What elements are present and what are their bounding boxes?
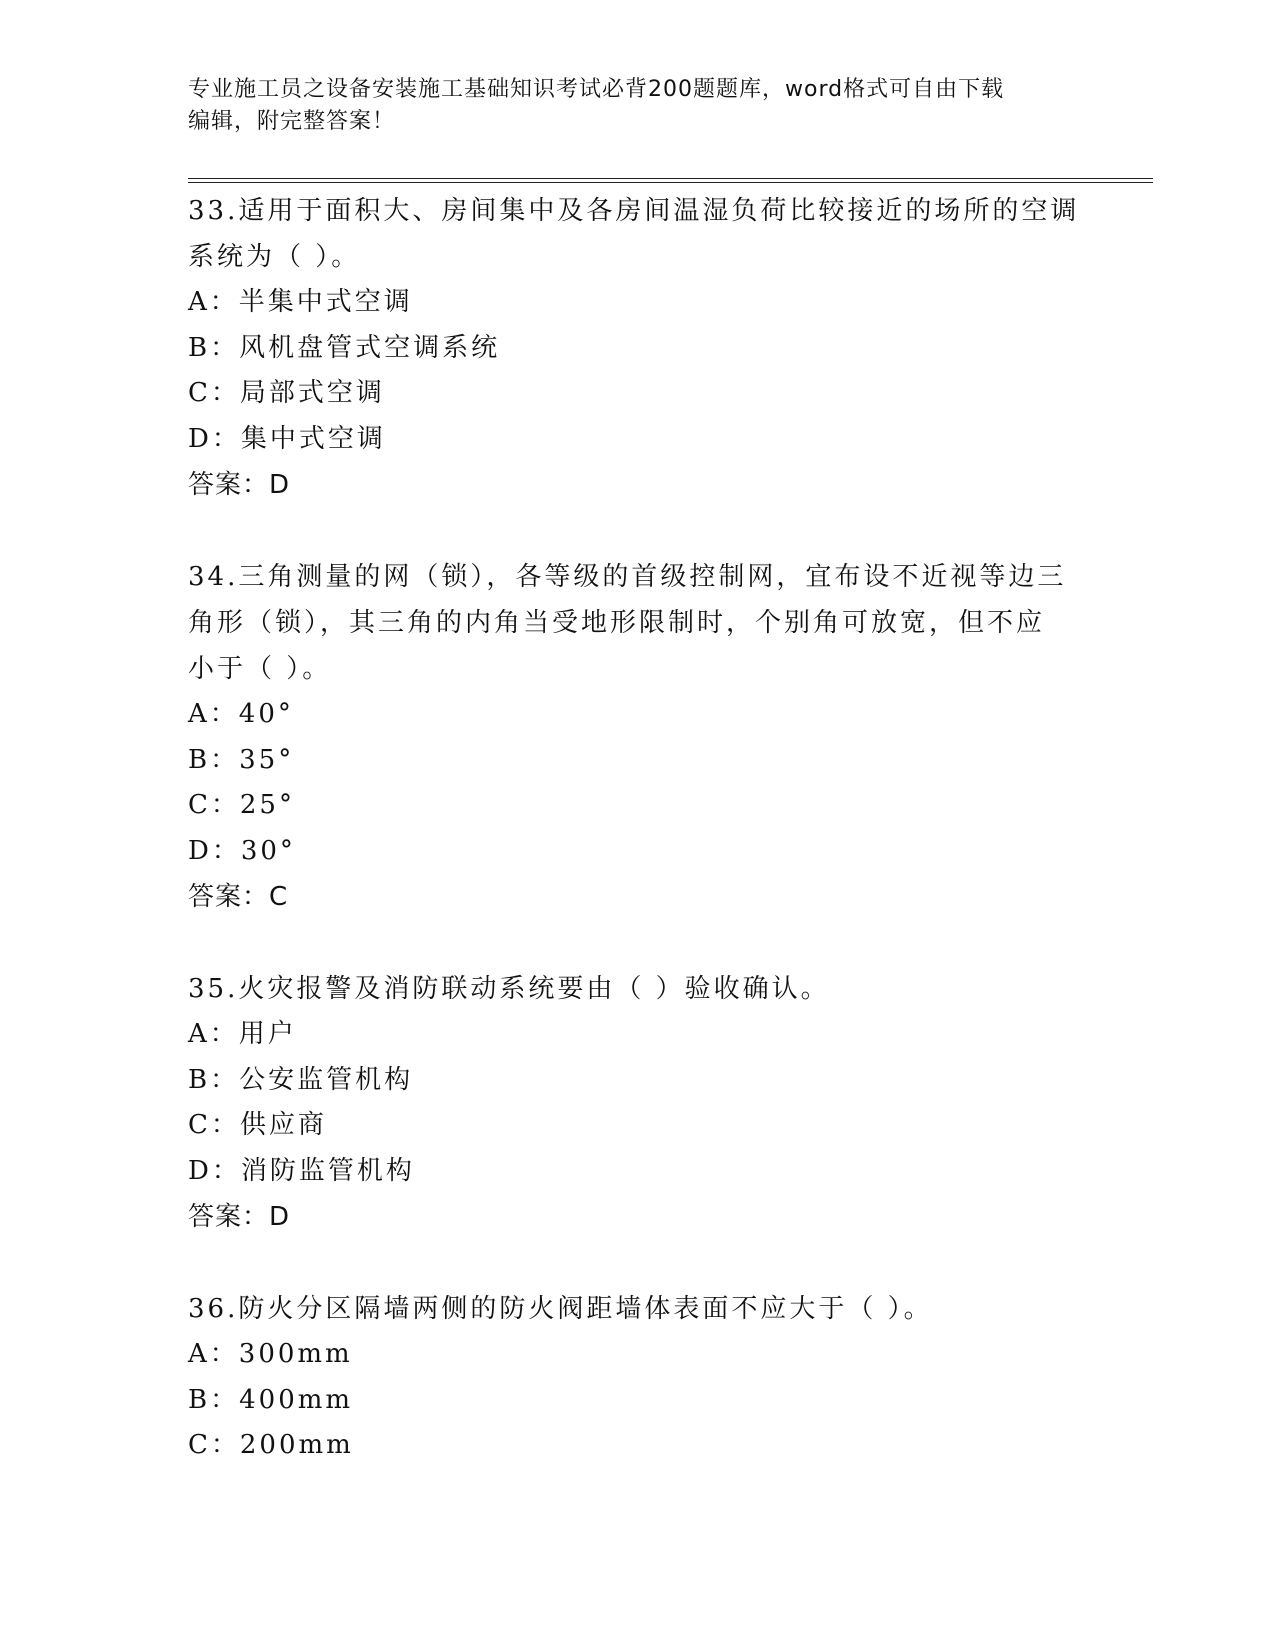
header-line-2: 编辑，附完整答案！ [188, 109, 396, 134]
answer-option: D：集中式空调 [188, 423, 386, 454]
answer-option: D：消防监管机构 [188, 1155, 415, 1186]
answer-option: A：半集中式空调 [188, 287, 413, 317]
question-stem-line: 系统为（ ）。 [188, 242, 361, 272]
question-stem-line: 35.火灾报警及消防联动系统要由（ ）验收确认。 [188, 974, 830, 1004]
correct-answer: 答案：D [188, 470, 291, 500]
answer-option: C：供应商 [188, 1110, 327, 1140]
answer-option: C：局部式空调 [188, 378, 385, 408]
answer-option: B：400mm [188, 1384, 354, 1415]
answer-option: A：300mm [188, 1339, 353, 1369]
header-line-1: 专业施工员之设备安装施工基础知识考试必背200题题库，word格式可自由下载 [188, 77, 1005, 102]
answer-option: A：40° [188, 699, 294, 729]
answer-option: C：200mm [188, 1430, 354, 1460]
question-block [188, 188, 1088, 508]
answer-option: D：30° [188, 835, 296, 866]
answer-option: B：风机盘管式空调系统 [188, 332, 501, 363]
question-block [188, 554, 1088, 920]
answer-option: C：25° [188, 790, 295, 820]
question-stem-line: 33.适用于面积大、房间集中及各房间温湿负荷比较接近的场所的空调 [188, 196, 1080, 226]
question-stem-line: 小于（ ）。 [188, 654, 332, 684]
correct-answer: 答案：C [188, 882, 289, 912]
answer-option: A：用户 [188, 1019, 297, 1049]
question-block [188, 966, 1088, 1240]
answer-option: B：35° [188, 744, 295, 775]
header-divider [188, 178, 1153, 183]
question-stem-line: 角形（锁），其三角的内角当受地形限制时，个别角可放宽，但不应 [188, 608, 1046, 638]
question-list [188, 188, 1088, 1515]
question-stem-line: 36.防火分区隔墙两侧的防火阀距墙体表面不应大于（ ）。 [188, 1294, 933, 1324]
answer-option: B：公安监管机构 [188, 1064, 414, 1095]
document-header [188, 74, 1088, 138]
question-stem-line: 34.三角测量的网（锁），各等级的首级控制网，宜布设不近视等边三 [188, 562, 1067, 592]
question-block [188, 1286, 1088, 1469]
correct-answer: 答案：D [188, 1202, 291, 1232]
